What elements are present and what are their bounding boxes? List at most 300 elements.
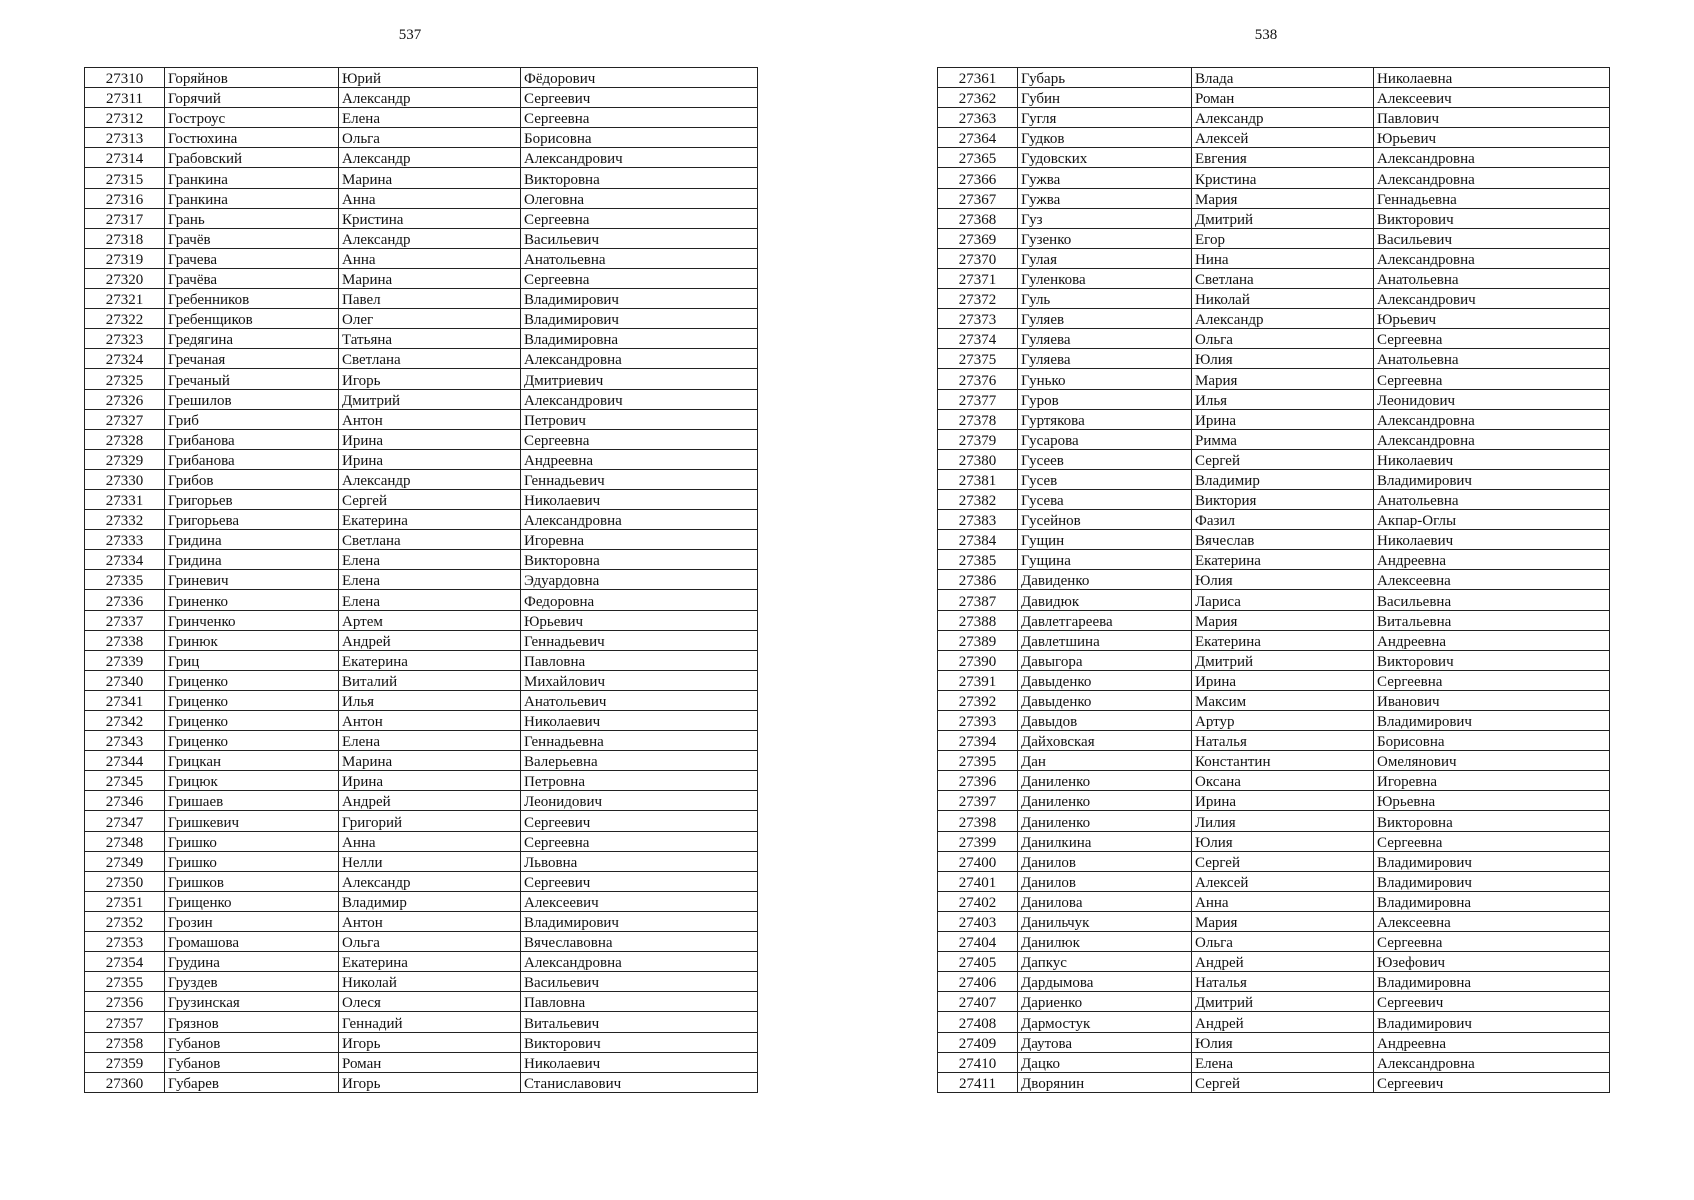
table-row: [85, 550, 758, 570]
record-number: 27316: [85, 188, 165, 208]
first-name-cell: Игорь: [339, 369, 521, 389]
first-name-cell: Марина: [339, 268, 521, 288]
first-name-cell: Елена: [339, 590, 521, 610]
patronymic-cell: Вячеславовна: [521, 932, 758, 952]
record-number: 27318: [85, 228, 165, 248]
surname-cell: Губарь: [1018, 68, 1192, 88]
page-number-left: 537: [398, 27, 422, 43]
record-number: 27339: [85, 650, 165, 670]
record-number: 27365: [938, 148, 1018, 168]
record-number: 27376: [938, 369, 1018, 389]
first-name-cell: Александр: [1192, 309, 1374, 329]
first-name-cell: Виталий: [339, 670, 521, 690]
surname-cell: Грицюк: [165, 771, 339, 791]
table-row: [938, 871, 1610, 891]
patronymic-cell: Васильевич: [1374, 228, 1610, 248]
record-number: 27371: [938, 268, 1018, 288]
table-row: [85, 630, 758, 650]
record-number: 27355: [85, 972, 165, 992]
first-name-cell: Павел: [339, 289, 521, 309]
table-row: [85, 429, 758, 449]
record-number: 27383: [938, 510, 1018, 530]
table-row: [938, 972, 1610, 992]
record-number: 27396: [938, 771, 1018, 791]
patronymic-cell: Андреевна: [1374, 630, 1610, 650]
patronymic-cell: Анатольевна: [1374, 349, 1610, 369]
record-number: 27402: [938, 891, 1018, 911]
surname-cell: Гуров: [1018, 389, 1192, 409]
patronymic-cell: Сергеевич: [1374, 992, 1610, 1012]
patronymic-cell: Витальевна: [1374, 610, 1610, 630]
record-number: 27344: [85, 751, 165, 771]
patronymic-cell: Петрович: [521, 409, 758, 429]
record-number: 27313: [85, 128, 165, 148]
patronymic-cell: Николаевич: [1374, 449, 1610, 469]
record-number: 27347: [85, 811, 165, 831]
table-row: [938, 751, 1610, 771]
first-name-cell: Екатерина: [1192, 550, 1374, 570]
table-row: [85, 811, 758, 831]
record-number: 27395: [938, 751, 1018, 771]
table-row: [85, 791, 758, 811]
patronymic-cell: Андреевна: [521, 449, 758, 469]
table-row: [85, 751, 758, 771]
surname-cell: Данилов: [1018, 851, 1192, 871]
record-number: 27353: [85, 932, 165, 952]
first-name-cell: Антон: [339, 409, 521, 429]
table-row: [85, 289, 758, 309]
first-name-cell: Вячеслав: [1192, 530, 1374, 550]
table-row: [85, 711, 758, 731]
first-name-cell: Марина: [339, 168, 521, 188]
table-row: [938, 791, 1610, 811]
surname-cell: Давыденко: [1018, 690, 1192, 710]
patronymic-cell: Александровна: [1374, 148, 1610, 168]
table-row: [85, 449, 758, 469]
patronymic-cell: Александровна: [1374, 168, 1610, 188]
surname-cell: Гришков: [165, 871, 339, 891]
patronymic-cell: Владимирович: [1374, 711, 1610, 731]
table-row: [85, 208, 758, 228]
surname-cell: Дворянин: [1018, 1072, 1192, 1092]
record-number: 27387: [938, 590, 1018, 610]
patronymic-cell: Андреевна: [1374, 550, 1610, 570]
surname-cell: Гридина: [165, 530, 339, 550]
surname-cell: Данилюк: [1018, 932, 1192, 952]
table-row: [85, 952, 758, 972]
surname-cell: Грудина: [165, 952, 339, 972]
surname-cell: Грузинская: [165, 992, 339, 1012]
first-name-cell: Екатерина: [339, 952, 521, 972]
patronymic-cell: Михайлович: [521, 670, 758, 690]
patronymic-cell: Сергеевна: [1374, 932, 1610, 952]
surname-cell: Горячий: [165, 88, 339, 108]
table-row: [938, 429, 1610, 449]
patronymic-cell: Акпар-Оглы: [1374, 510, 1610, 530]
surname-cell: Гречаная: [165, 349, 339, 369]
first-name-cell: Ирина: [339, 771, 521, 791]
patronymic-cell: Сергеевна: [1374, 670, 1610, 690]
first-name-cell: Виктория: [1192, 489, 1374, 509]
record-number: 27330: [85, 469, 165, 489]
surname-cell: Давлетшина: [1018, 630, 1192, 650]
table-row: [85, 1072, 758, 1092]
record-number: 27328: [85, 429, 165, 449]
patronymic-cell: Сергеевна: [521, 108, 758, 128]
patronymic-cell: Сергеевна: [1374, 329, 1610, 349]
table-row: [85, 329, 758, 349]
surname-cell: Даниленко: [1018, 771, 1192, 791]
table-row: [938, 1052, 1610, 1072]
patronymic-cell: Геннадьевич: [521, 469, 758, 489]
table-row: [938, 248, 1610, 268]
surname-cell: Гужва: [1018, 168, 1192, 188]
patronymic-cell: Анатольевна: [521, 248, 758, 268]
first-name-cell: Александр: [339, 228, 521, 248]
table-row: [938, 670, 1610, 690]
surname-cell: Гришаев: [165, 791, 339, 811]
patronymic-cell: Игоревна: [1374, 771, 1610, 791]
patronymic-cell: Геннадьевич: [521, 630, 758, 650]
surname-cell: Гранкина: [165, 168, 339, 188]
table-row: [85, 891, 758, 911]
first-name-cell: Александр: [339, 469, 521, 489]
surname-cell: Давидюк: [1018, 590, 1192, 610]
first-name-cell: Сергей: [339, 489, 521, 509]
table-row: [85, 851, 758, 871]
patronymic-cell: Владимировна: [1374, 891, 1610, 911]
surname-cell: Гудовских: [1018, 148, 1192, 168]
patronymic-cell: Александровна: [521, 952, 758, 972]
patronymic-cell: Сергеевна: [1374, 369, 1610, 389]
first-name-cell: Юлия: [1192, 831, 1374, 851]
record-number: 27404: [938, 932, 1018, 952]
table-row: [938, 1012, 1610, 1032]
first-name-cell: Ирина: [1192, 791, 1374, 811]
table-row: [938, 530, 1610, 550]
patronymic-cell: Владимирович: [521, 289, 758, 309]
surname-cell: Гуляев: [1018, 309, 1192, 329]
record-number: 27352: [85, 911, 165, 931]
first-name-cell: Алексей: [1192, 128, 1374, 148]
record-number: 27350: [85, 871, 165, 891]
record-number: 27362: [938, 88, 1018, 108]
surname-cell: Давыденко: [1018, 670, 1192, 690]
surname-cell: Гусарова: [1018, 429, 1192, 449]
first-name-cell: Ольга: [1192, 329, 1374, 349]
first-name-cell: Илья: [339, 690, 521, 710]
patronymic-cell: Сергеевич: [521, 811, 758, 831]
patronymic-cell: Фёдорович: [521, 68, 758, 88]
record-number: 27372: [938, 289, 1018, 309]
surname-cell: Гриценко: [165, 711, 339, 731]
first-name-cell: Кристина: [339, 208, 521, 228]
patronymic-cell: Федоровна: [521, 590, 758, 610]
first-name-cell: Юрий: [339, 68, 521, 88]
record-number: 27358: [85, 1032, 165, 1052]
table-row: [85, 389, 758, 409]
patronymic-cell: Сергеевна: [521, 429, 758, 449]
table-row: [938, 108, 1610, 128]
record-number: 27375: [938, 349, 1018, 369]
surname-cell: Грищенко: [165, 891, 339, 911]
patronymic-cell: Александровна: [1374, 429, 1610, 449]
surname-cell: Гринюк: [165, 630, 339, 650]
table-row: [938, 731, 1610, 751]
surname-cell: Гостроус: [165, 108, 339, 128]
table-row: [938, 952, 1610, 972]
table-row: [938, 711, 1610, 731]
first-name-cell: Ольга: [339, 128, 521, 148]
first-name-cell: Фазил: [1192, 510, 1374, 530]
first-name-cell: Влада: [1192, 68, 1374, 88]
surname-cell: Грибов: [165, 469, 339, 489]
first-name-cell: Владимир: [1192, 469, 1374, 489]
table-row: [938, 469, 1610, 489]
first-name-cell: Григорий: [339, 811, 521, 831]
table-row: [85, 570, 758, 590]
patronymic-cell: Викторовна: [521, 168, 758, 188]
patronymic-cell: Николаевич: [521, 1052, 758, 1072]
table-row: [85, 88, 758, 108]
surname-cell: Давыгора: [1018, 650, 1192, 670]
patronymic-cell: Алексеевич: [521, 891, 758, 911]
record-number: 27323: [85, 329, 165, 349]
record-number: 27397: [938, 791, 1018, 811]
table-row: [85, 168, 758, 188]
first-name-cell: Олеся: [339, 992, 521, 1012]
record-number: 27366: [938, 168, 1018, 188]
table-row: [938, 329, 1610, 349]
first-name-cell: Дмитрий: [1192, 992, 1374, 1012]
surname-cell: Грибанова: [165, 429, 339, 449]
table-row: [85, 510, 758, 530]
surname-cell: Гугля: [1018, 108, 1192, 128]
first-name-cell: Ирина: [1192, 409, 1374, 429]
table-row: [938, 610, 1610, 630]
patronymic-cell: Юрьевич: [521, 610, 758, 630]
record-number: 27401: [938, 871, 1018, 891]
table-row: [938, 630, 1610, 650]
record-number: 27359: [85, 1052, 165, 1072]
table-row: [938, 932, 1610, 952]
record-number: 27312: [85, 108, 165, 128]
table-row: [85, 108, 758, 128]
surname-cell: Гуляева: [1018, 329, 1192, 349]
record-number: 27322: [85, 309, 165, 329]
record-number: 27349: [85, 851, 165, 871]
record-number: 27340: [85, 670, 165, 690]
table-row: [85, 469, 758, 489]
record-number: 27392: [938, 690, 1018, 710]
table-row: [938, 1072, 1610, 1092]
patronymic-cell: Владимирович: [1374, 1012, 1610, 1032]
first-name-cell: Олег: [339, 309, 521, 329]
first-name-cell: Ольга: [1192, 932, 1374, 952]
surname-cell: Гусейнов: [1018, 510, 1192, 530]
first-name-cell: Мария: [1192, 610, 1374, 630]
patronymic-cell: Николаевич: [521, 711, 758, 731]
first-name-cell: Николай: [339, 972, 521, 992]
record-number: 27346: [85, 791, 165, 811]
surname-cell: Гриб: [165, 409, 339, 429]
patronymic-cell: Геннадьевна: [1374, 188, 1610, 208]
table-row: [938, 369, 1610, 389]
first-name-cell: Константин: [1192, 751, 1374, 771]
record-number: 27332: [85, 510, 165, 530]
record-number: 27374: [938, 329, 1018, 349]
first-name-cell: Лариса: [1192, 590, 1374, 610]
first-name-cell: Сергей: [1192, 1072, 1374, 1092]
patronymic-cell: Александровна: [1374, 1052, 1610, 1072]
first-name-cell: Дмитрий: [1192, 650, 1374, 670]
patronymic-cell: Александровна: [521, 349, 758, 369]
first-name-cell: Елена: [339, 731, 521, 751]
patronymic-cell: Анатольевна: [1374, 268, 1610, 288]
surname-cell: Гуль: [1018, 289, 1192, 309]
table-row: [938, 208, 1610, 228]
surname-cell: Грань: [165, 208, 339, 228]
patronymic-cell: Александрович: [521, 389, 758, 409]
surname-cell: Горяйнов: [165, 68, 339, 88]
first-name-cell: Александр: [339, 88, 521, 108]
surname-cell: Грозин: [165, 911, 339, 931]
first-name-cell: Дмитрий: [339, 389, 521, 409]
table-row: [938, 650, 1610, 670]
patronymic-cell: Алексеевна: [1374, 570, 1610, 590]
surname-cell: Гришко: [165, 851, 339, 871]
record-number: 27391: [938, 670, 1018, 690]
record-number: 27388: [938, 610, 1018, 630]
table-row: [938, 389, 1610, 409]
record-number: 27327: [85, 409, 165, 429]
surname-cell: Гусева: [1018, 489, 1192, 509]
record-number: 27394: [938, 731, 1018, 751]
table-row: [85, 911, 758, 931]
table-row: [938, 891, 1610, 911]
surname-cell: Гриценко: [165, 690, 339, 710]
record-number: 27337: [85, 610, 165, 630]
patronymic-cell: Владимирович: [521, 309, 758, 329]
table-row: [85, 590, 758, 610]
patronymic-cell: Сергеевна: [1374, 831, 1610, 851]
table-row: [85, 530, 758, 550]
surname-cell: Гузенко: [1018, 228, 1192, 248]
patronymic-cell: Владимирович: [1374, 871, 1610, 891]
first-name-cell: Светлана: [1192, 268, 1374, 288]
page-number-right: 538: [1254, 27, 1278, 43]
record-number: 27311: [85, 88, 165, 108]
record-number: 27408: [938, 1012, 1018, 1032]
record-number: 27368: [938, 208, 1018, 228]
table-row: [85, 871, 758, 891]
record-number: 27378: [938, 409, 1018, 429]
first-name-cell: Андрей: [1192, 1012, 1374, 1032]
record-number: 27326: [85, 389, 165, 409]
patronymic-cell: Анатольевич: [521, 690, 758, 710]
patronymic-cell: Александрович: [1374, 289, 1610, 309]
record-number: 27382: [938, 489, 1018, 509]
table-row: [938, 148, 1610, 168]
patronymic-cell: Сергеевич: [1374, 1072, 1610, 1092]
first-name-cell: Роман: [339, 1052, 521, 1072]
table-row: [85, 268, 758, 288]
table-row: [938, 831, 1610, 851]
surname-cell: Данильчук: [1018, 911, 1192, 931]
first-name-cell: Анна: [1192, 891, 1374, 911]
patronymic-cell: Эдуардовна: [521, 570, 758, 590]
table-row: [938, 168, 1610, 188]
record-number: 27333: [85, 530, 165, 550]
patronymic-cell: Владимирович: [1374, 851, 1610, 871]
record-number: 27381: [938, 469, 1018, 489]
record-number: 27405: [938, 952, 1018, 972]
first-name-cell: Илья: [1192, 389, 1374, 409]
record-number: 27310: [85, 68, 165, 88]
surname-cell: Дардымова: [1018, 972, 1192, 992]
record-number: 27315: [85, 168, 165, 188]
patronymic-cell: Борисовна: [1374, 731, 1610, 751]
patronymic-cell: Васильевна: [1374, 590, 1610, 610]
first-name-cell: Роман: [1192, 88, 1374, 108]
record-number: 27336: [85, 590, 165, 610]
surname-cell: Гудков: [1018, 128, 1192, 148]
surname-cell: Грязнов: [165, 1012, 339, 1032]
record-number: 27329: [85, 449, 165, 469]
record-number: 27406: [938, 972, 1018, 992]
surname-cell: Губанов: [165, 1032, 339, 1052]
patronymic-cell: Павлович: [1374, 108, 1610, 128]
patronymic-cell: Алексеевич: [1374, 88, 1610, 108]
surname-cell: Гуз: [1018, 208, 1192, 228]
record-number: 27403: [938, 911, 1018, 931]
patronymic-cell: Александровна: [1374, 409, 1610, 429]
surname-cell: Дапкус: [1018, 952, 1192, 972]
table-row: [85, 1032, 758, 1052]
first-name-cell: Елена: [339, 550, 521, 570]
patronymic-cell: Владимировна: [1374, 972, 1610, 992]
patronymic-cell: Викторович: [1374, 650, 1610, 670]
record-number: 27317: [85, 208, 165, 228]
surname-cell: Гредягина: [165, 329, 339, 349]
record-number: 27331: [85, 489, 165, 509]
patronymic-cell: Викторовна: [1374, 811, 1610, 831]
first-name-cell: Нелли: [339, 851, 521, 871]
table-row: [85, 731, 758, 751]
surname-cell: Гусев: [1018, 469, 1192, 489]
first-name-cell: Антон: [339, 711, 521, 731]
record-number: 27364: [938, 128, 1018, 148]
patronymic-cell: Владимирович: [521, 911, 758, 931]
first-name-cell: Оксана: [1192, 771, 1374, 791]
table-row: [85, 68, 758, 88]
table-row: [85, 309, 758, 329]
first-name-cell: Ольга: [339, 932, 521, 952]
patronymic-cell: Юрьевич: [1374, 309, 1610, 329]
surname-cell: Данилова: [1018, 891, 1192, 911]
table-row: [85, 369, 758, 389]
surname-cell: Даниленко: [1018, 791, 1192, 811]
record-number: 27354: [85, 952, 165, 972]
first-name-cell: Николай: [1192, 289, 1374, 309]
patronymic-cell: Валерьевна: [521, 751, 758, 771]
patronymic-cell: Николаевич: [521, 489, 758, 509]
surname-cell: Гребенщиков: [165, 309, 339, 329]
first-name-cell: Евгения: [1192, 148, 1374, 168]
table-row: [85, 690, 758, 710]
patronymic-cell: Андреевна: [1374, 1032, 1610, 1052]
surname-cell: Губарев: [165, 1072, 339, 1092]
